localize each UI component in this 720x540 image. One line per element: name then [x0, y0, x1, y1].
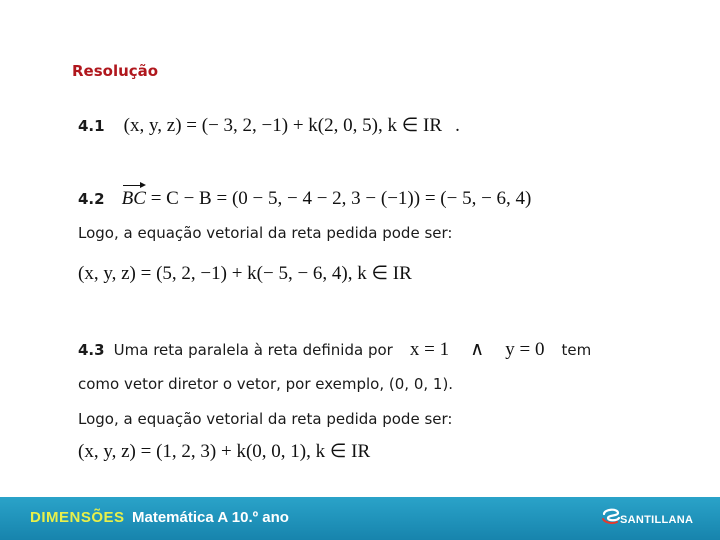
footer-bar — [0, 497, 720, 540]
item-4-2 — [78, 188, 531, 210]
and-symbol: ∧ — [470, 339, 485, 360]
conclusion-line-1: Logo, a equação vetorial da reta pedida pode ser: — [78, 224, 453, 242]
condition-x: x = 1 — [409, 339, 450, 360]
vector-bc-name: BC — [121, 188, 146, 209]
item-number: 4.3 — [78, 341, 105, 359]
item-number: 4.2 — [78, 190, 105, 208]
publisher-name: SANTILLANA — [620, 514, 694, 526]
condition-y: y = 0 — [505, 339, 545, 360]
vector-equation-2: (x, y, z) = (1, 2, 3) + k(0, 0, 1), k ∈ IR — [78, 441, 371, 462]
item-4-3 — [78, 338, 591, 361]
item-4-1 — [78, 114, 460, 137]
vector-bc-computation — [122, 188, 532, 209]
director-vector-line: como vetor diretor o vetor, por exemplo, (0, 0, 1). — [78, 375, 454, 393]
item-4-3-text: Uma reta paralela à reta definida por — [113, 341, 393, 359]
vector-equation-1: (x, y, z) = (5, 2, −1) + k(− 5, − 6, 4), k ∈ IR — [78, 263, 412, 284]
vector-equation: (x, y, z) = (− 3, 2, −1) + k(2, 0, 5), k ∈ IR — [123, 115, 442, 136]
trailing-dot: . — [455, 115, 460, 136]
item-number: 4.1 — [78, 117, 105, 135]
publisher-logo — [600, 505, 695, 533]
footer-subject: Matemática A 10.º ano — [132, 509, 289, 526]
publisher-logo-icon — [600, 505, 622, 527]
vector-bc-rest: = C − B = (0 − 5, − 4 − 2, 3 − (−1)) = (− 5, − 6, 4) — [145, 188, 532, 209]
section-heading: Resolução — [72, 62, 159, 80]
item-4-3-text-end: tem — [561, 341, 592, 359]
conclusion-line-2: Logo, a equação vetorial da reta pedida pode ser: — [78, 410, 453, 428]
footer-brand: DIMENSÕES — [30, 509, 125, 526]
